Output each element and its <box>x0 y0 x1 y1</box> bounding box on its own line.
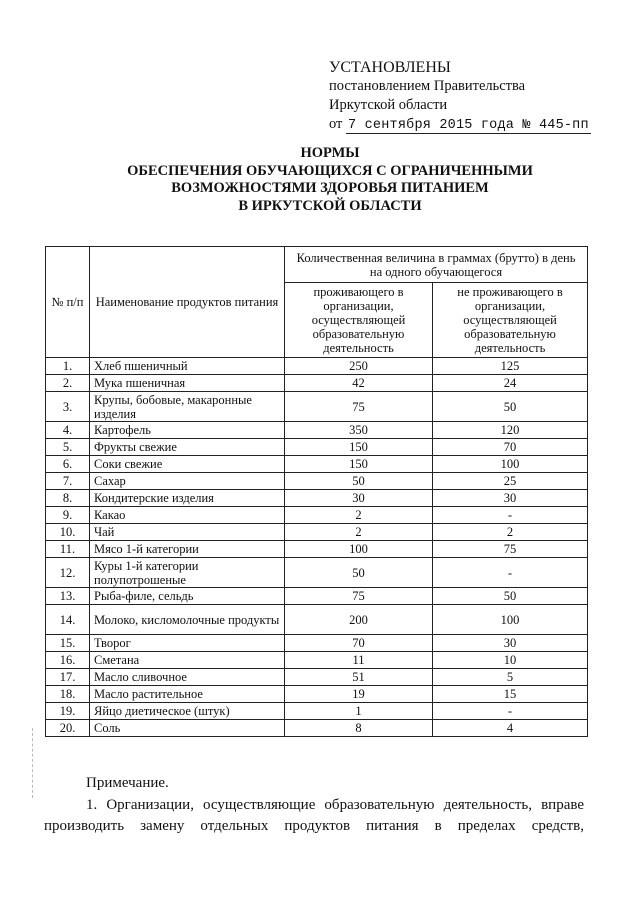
row-product-name: Сметана <box>90 652 285 669</box>
row-value-living: 11 <box>285 652 433 669</box>
row-value-living: 75 <box>285 588 433 605</box>
row-value-not-living: 120 <box>433 422 588 439</box>
approval-block <box>329 58 629 135</box>
table-row <box>46 507 588 524</box>
row-product-name: Чай <box>90 524 285 541</box>
header-quantity: Количественная величина в граммах (брутто) в день на одного обучающегося <box>285 247 588 283</box>
row-number: 17. <box>46 669 90 686</box>
row-value-living: 42 <box>285 375 433 392</box>
row-value-not-living: 4 <box>433 720 588 737</box>
table-row <box>46 558 588 588</box>
row-value-living: 350 <box>285 422 433 439</box>
header-number: № п/п <box>46 247 90 358</box>
row-product-name: Масло сливочное <box>90 669 285 686</box>
row-value-not-living: 30 <box>433 490 588 507</box>
table-row <box>46 456 588 473</box>
row-value-not-living: 10 <box>433 652 588 669</box>
row-product-name: Фрукты свежие <box>90 439 285 456</box>
approval-date-line <box>329 115 629 135</box>
row-value-living: 1 <box>285 703 433 720</box>
approval-authority: постановлением Правительства <box>329 78 526 94</box>
title-line-4: В ИРКУТСКОЙ ОБЛАСТИ <box>238 197 422 214</box>
row-number: 10. <box>46 524 90 541</box>
table-row <box>46 588 588 605</box>
table-row <box>46 635 588 652</box>
row-product-name: Сахар <box>90 473 285 490</box>
row-value-living: 50 <box>285 473 433 490</box>
norms-table-wrapper <box>45 246 588 737</box>
table-row <box>46 392 588 422</box>
row-value-living: 2 <box>285 507 433 524</box>
row-number: 18. <box>46 686 90 703</box>
row-number: 5. <box>46 439 90 456</box>
row-value-not-living: 75 <box>433 541 588 558</box>
header-product: Наименование продуктов питания <box>90 247 285 358</box>
row-number: 4. <box>46 422 90 439</box>
row-number: 19. <box>46 703 90 720</box>
table-row <box>46 422 588 439</box>
table-row <box>46 703 588 720</box>
row-value-not-living: 125 <box>433 358 588 375</box>
table-row <box>46 541 588 558</box>
row-value-living: 50 <box>285 558 433 588</box>
row-number: 7. <box>46 473 90 490</box>
row-value-not-living: - <box>433 558 588 588</box>
row-value-living: 100 <box>285 541 433 558</box>
row-number: 6. <box>46 456 90 473</box>
table-row <box>46 686 588 703</box>
row-product-name: Мука пшеничная <box>90 375 285 392</box>
row-value-living: 30 <box>285 490 433 507</box>
table-row <box>46 358 588 375</box>
row-value-living: 8 <box>285 720 433 737</box>
row-value-not-living: 70 <box>433 439 588 456</box>
row-product-name: Соки свежие <box>90 456 285 473</box>
table-row <box>46 490 588 507</box>
title-line-3: ВОЗМОЖНОСТЯМИ ЗДОРОВЬЯ ПИТАНИЕМ <box>171 180 489 196</box>
table-row <box>46 669 588 686</box>
approval-date-prefix: от <box>329 116 343 132</box>
row-number: 1. <box>46 358 90 375</box>
norms-table <box>45 246 588 737</box>
row-number: 20. <box>46 720 90 737</box>
document-title <box>60 145 600 215</box>
row-value-not-living: 25 <box>433 473 588 490</box>
row-product-name: Молоко, кисломолочные продукты <box>90 605 285 635</box>
table-row <box>46 652 588 669</box>
row-product-name: Мясо 1-й категории <box>90 541 285 558</box>
row-product-name: Хлеб пшеничный <box>90 358 285 375</box>
row-value-living: 75 <box>285 392 433 422</box>
header-living: проживающего в организации, осуществляющей образовательную деятельность <box>285 283 433 358</box>
row-value-not-living: 15 <box>433 686 588 703</box>
row-product-name: Какао <box>90 507 285 524</box>
row-number: 14. <box>46 605 90 635</box>
table-row <box>46 375 588 392</box>
header-not-living: не проживающего в организации, осуществляющей образовательную деятельность <box>433 283 588 358</box>
table-row <box>46 524 588 541</box>
row-value-living: 51 <box>285 669 433 686</box>
row-number: 15. <box>46 635 90 652</box>
row-product-name: Яйцо диетическое (штук) <box>90 703 285 720</box>
row-value-not-living: 50 <box>433 588 588 605</box>
row-product-name: Соль <box>90 720 285 737</box>
table-row <box>46 439 588 456</box>
row-value-living: 200 <box>285 605 433 635</box>
row-value-not-living: - <box>433 703 588 720</box>
row-product-name: Масло растительное <box>90 686 285 703</box>
row-product-name: Кондитерские изделия <box>90 490 285 507</box>
row-value-not-living: 100 <box>433 456 588 473</box>
row-value-not-living: 100 <box>433 605 588 635</box>
row-value-living: 70 <box>285 635 433 652</box>
row-value-not-living: - <box>433 507 588 524</box>
row-product-name: Картофель <box>90 422 285 439</box>
row-number: 12. <box>46 558 90 588</box>
approval-heading: УСТАНОВЛЕНЫ <box>329 59 451 76</box>
row-number: 2. <box>46 375 90 392</box>
row-value-living: 250 <box>285 358 433 375</box>
margin-fold-mark <box>32 728 33 798</box>
table-row <box>46 720 588 737</box>
row-number: 13. <box>46 588 90 605</box>
table-row <box>46 473 588 490</box>
row-product-name: Рыба-филе, сельдь <box>90 588 285 605</box>
row-value-living: 2 <box>285 524 433 541</box>
row-value-living: 150 <box>285 439 433 456</box>
row-product-name: Куры 1-й категории полупотрошеные <box>90 558 285 588</box>
row-number: 9. <box>46 507 90 524</box>
approval-region: Иркутской области <box>329 97 448 113</box>
note-body: 1. Организации, осуществляющие образовательную деятельность, вправе производить замену отдельных продуктов питания в пределах средств, <box>44 797 584 834</box>
row-value-not-living: 24 <box>433 375 588 392</box>
row-value-living: 19 <box>285 686 433 703</box>
row-value-not-living: 30 <box>433 635 588 652</box>
row-product-name: Крупы, бобовые, макаронные изделия <box>90 392 285 422</box>
row-number: 8. <box>46 490 90 507</box>
title-line-1: НОРМЫ <box>300 145 360 161</box>
row-value-not-living: 2 <box>433 524 588 541</box>
row-number: 11. <box>46 541 90 558</box>
header-row-1 <box>46 247 588 283</box>
note-title: Примечание. <box>86 775 169 791</box>
row-number: 16. <box>46 652 90 669</box>
row-product-name: Творог <box>90 635 285 652</box>
approval-date-stamp: 7 сентября 2015 года № 445-пп <box>348 118 589 133</box>
row-number: 3. <box>46 392 90 422</box>
table-row <box>46 605 588 635</box>
row-value-not-living: 50 <box>433 392 588 422</box>
row-value-not-living: 5 <box>433 669 588 686</box>
title-line-2: ОБЕСПЕЧЕНИЯ ОБУЧАЮЩИХСЯ С ОГРАНИЧЕННЫМИ <box>127 162 533 179</box>
row-value-living: 150 <box>285 456 433 473</box>
